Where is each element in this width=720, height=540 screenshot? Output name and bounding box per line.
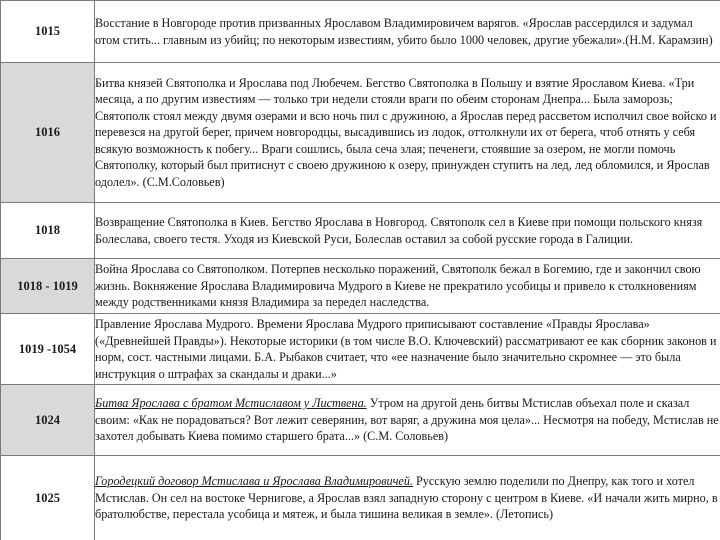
- event-cell: [95, 385, 720, 456]
- event-cell: [95, 259, 720, 314]
- event-cell: [95, 314, 720, 385]
- year-cell: 1016: [1, 63, 95, 203]
- event-cell: [95, 203, 720, 259]
- table-row: [1, 314, 720, 385]
- event-cell: [95, 63, 720, 203]
- year-cell: 1019 -1054: [1, 314, 95, 385]
- year-cell: 1025: [1, 456, 95, 540]
- event-text: Возвращение Святополка в Киев. Бегство Ярослава в Новгород. Святополк сел в Киеве при помощи польского князя Болеслава, своего тестя. Уходя из Киевской Руси, Болеслав оставил за собой русские города в Галиции.: [95, 215, 703, 246]
- table-row: [1, 456, 720, 540]
- event-text: Русскую землю поделили по Днепру, как того и хотел Мстислав. Он сел на востоке Чернигове, а Ярослав взял западную сторону с центром в Киеве. «И начали жить мирно, в братолюбстве, перестала усобица и мятеж, и была тишина великая в земле». (Летопись): [95, 474, 718, 522]
- table-row: [1, 203, 720, 259]
- event-text: Битва князей Святополка и Ярослава под Любечем. Бегство Святополка в Польшу и взятие Ярославом Киева. «Три месяца, а по другим известиям — только три недели стояли враги по обеим сторонам Днепра... Была заморозь; Святополк стоял между двумя озерами и всю ночь пил с дружиною, а Ярослав перед рассветом исполчил свое войско и перевезся на другой берег, причем новгородцы, высадившись из лодок, оттолкнули их от берега, чтоб отнять у себя всякую возможность к побегу... Враги сошлись, была сеча злая; печенеги, стоявшие за озером, не могли помочь Святополку, который был притиснут с своею дружиною к озеру, принужден ступить на лед, лед обломился, и Ярослав одолел». (С.М.Соловьев): [95, 75, 717, 189]
- year-cell: 1024: [1, 385, 95, 456]
- event-cell: [95, 456, 720, 540]
- year-cell: 1015: [1, 1, 95, 63]
- table-row: [1, 63, 720, 203]
- event-cell: [95, 1, 720, 63]
- event-text: Утром на другой день битвы Мстислав объехал поле и сказал своим: «Как не порадоваться? Вот лежит северянин, вот варяг, а дружина моя цела»... Несмотря на победу, Мстислав не захотел добывать Киева помимо старшего брата...» (С.М. Соловьев): [95, 396, 719, 444]
- event-text: Правление Ярослава Мудрого. Времени Ярослава Мудрого приписывают составление «Правды Ярослава» («Древнейшей Правды»). Некоторые историки (в том числе В.О. Ключевский) рассматривают ее как сборник законов и норм, сост. частными лицами. Б.А. Рыбаков считает, что «ее назначение было значительно скромнее — это была инструкция о штрафах за скандалы и драки...»: [95, 317, 717, 381]
- event-text: Восстание в Новгороде против призванных Ярославом Владимировичем варягов. «Ярослав рассердился и задумал отом стить... главным из убийц; по некоторым известиям, убито было 1000 человек, другие убежали».(Н.М. Карамзин): [95, 16, 713, 47]
- table-row: [1, 385, 720, 456]
- event-text: Война Ярослава со Святополком. Потерпев несколько поражений, Святополк бежал в Богемию, где и закончил свою жизнь. Вокняжение Ярослава Владимировича Мудрого в Киеве не прекратило усобицы и привело к столкновениям между родственниками князя Владимира за передел наследства.: [95, 262, 701, 310]
- event-lead: Битва Ярослава с братом Мстиславом у Листвена.: [95, 396, 367, 411]
- table-row: [1, 259, 720, 314]
- table-row: [1, 1, 720, 63]
- year-cell: 1018: [1, 203, 95, 259]
- event-lead: Городецкий договор Мстислава и Ярослава Владимировичей.: [95, 474, 413, 489]
- year-cell: 1018 - 1019: [1, 259, 95, 314]
